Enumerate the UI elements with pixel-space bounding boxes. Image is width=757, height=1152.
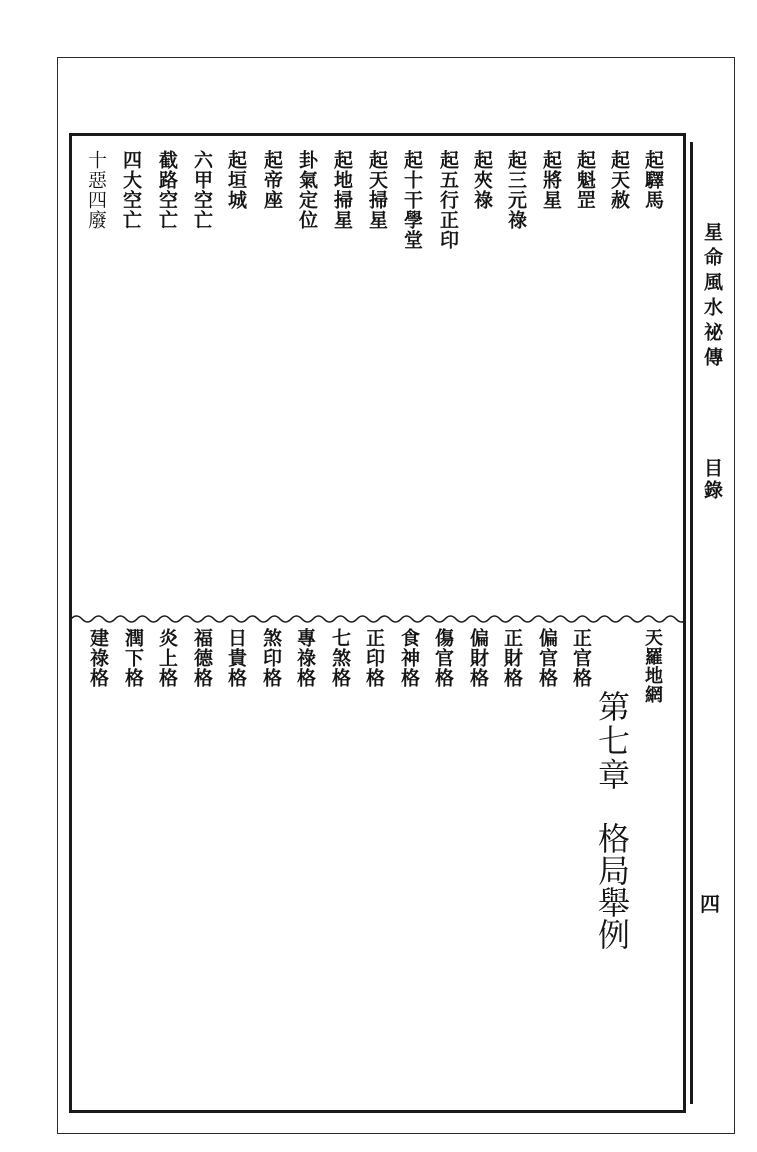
toc-item: 起將星 bbox=[540, 150, 562, 210]
chapter-heading bbox=[593, 690, 631, 950]
pattern-item: 偏財格 bbox=[467, 628, 489, 688]
toc-item: 起天掃星 bbox=[366, 150, 388, 230]
pattern-item: 專祿格 bbox=[294, 628, 316, 688]
running-section: 目錄 bbox=[701, 458, 723, 502]
pattern-item: 炎上格 bbox=[156, 628, 178, 688]
toc-item: 起天赦 bbox=[608, 150, 630, 210]
toc-item: 起地掃星 bbox=[331, 150, 353, 230]
chapter-name: 格局舉例 bbox=[593, 822, 631, 950]
toc-item: 起五行正印 bbox=[437, 150, 459, 250]
pattern-item: 福德格 bbox=[191, 628, 213, 688]
pattern-item: 偏官格 bbox=[536, 628, 558, 688]
toc-item: 起垣城 bbox=[225, 150, 247, 210]
toc-subtitle: 天羅地網 bbox=[642, 628, 663, 704]
running-title: 星命風水祕傳 bbox=[701, 222, 723, 372]
pattern-item: 正官格 bbox=[570, 628, 592, 688]
toc-item: 起魁罡 bbox=[574, 150, 596, 210]
toc-item: 起帝座 bbox=[261, 150, 283, 210]
pattern-item: 潤下格 bbox=[122, 628, 144, 688]
toc-item: 卦氣定位 bbox=[296, 150, 318, 230]
pattern-item: 正印格 bbox=[363, 628, 385, 688]
toc-item: 起十干學堂 bbox=[401, 150, 423, 250]
toc-item: 截路空亡 bbox=[156, 150, 178, 230]
pattern-item: 煞印格 bbox=[260, 628, 282, 688]
pattern-item: 正財格 bbox=[501, 628, 523, 688]
pattern-item: 傷官格 bbox=[432, 628, 454, 688]
pattern-item: 日貴格 bbox=[225, 628, 247, 688]
toc-item: 起夾祿 bbox=[471, 150, 493, 210]
pattern-item: 七煞格 bbox=[329, 628, 351, 688]
wavy-divider bbox=[71, 612, 683, 626]
toc-item: 起驛馬 bbox=[642, 150, 664, 210]
toc-item: 四大空亡 bbox=[120, 150, 142, 230]
toc-item: 六甲空亡 bbox=[191, 150, 213, 230]
pattern-item: 食神格 bbox=[398, 628, 420, 688]
toc-item: 起三元祿 bbox=[505, 150, 527, 230]
chapter-number: 第七章 bbox=[593, 690, 631, 792]
toc-item: 十惡四廢 bbox=[85, 150, 107, 230]
page-number: 四 bbox=[700, 892, 720, 916]
pattern-item: 建祿格 bbox=[87, 628, 109, 688]
